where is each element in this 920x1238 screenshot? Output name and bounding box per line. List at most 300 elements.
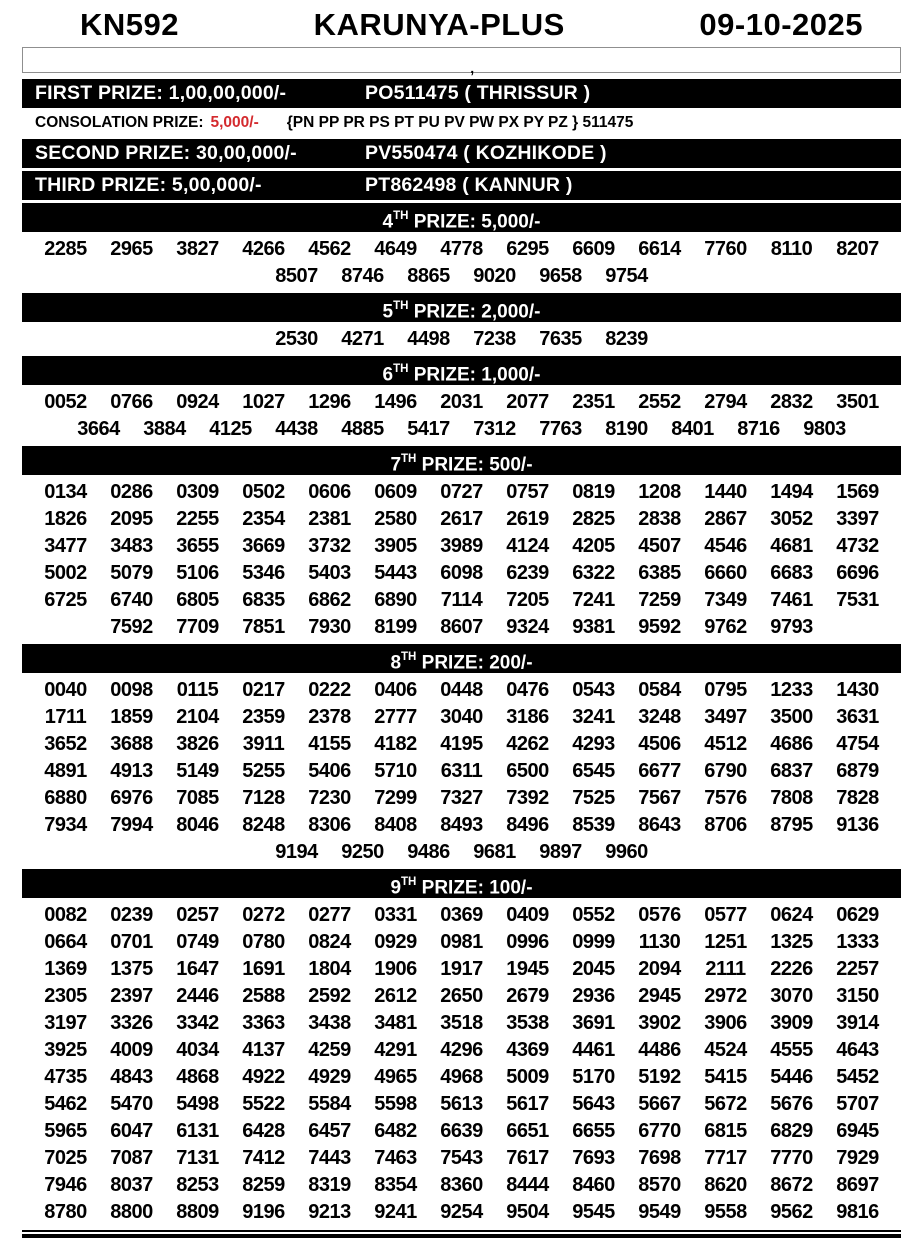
prize-number: 7205 [506,589,549,611]
prize-number: 6835 [242,589,285,611]
prize-number: 8253 [176,1174,219,1196]
prize-number: 2794 [704,391,747,413]
prize-number: 5170 [572,1066,615,1088]
prize-number: 8401 [671,418,714,440]
prize-number: 2945 [638,985,681,1007]
prize-number-row [22,677,901,704]
prize-number: 4137 [242,1039,285,1061]
prize-number: 4843 [110,1066,153,1088]
prize-number: 0924 [176,391,219,413]
prize-number: 7087 [110,1147,153,1169]
prize-number: 2111 [705,958,746,980]
prize-number: 9254 [440,1201,483,1223]
prize-number: 3326 [110,1012,153,1034]
prize-number: 9194 [275,841,318,863]
prize-number: 0082 [44,904,87,926]
prize-number: 0996 [506,931,549,953]
prize-number: 8507 [275,265,318,287]
prize-number: 7241 [572,589,615,611]
prize-section-header [22,356,901,385]
prize-section-8th [22,644,901,869]
prize-number: 9681 [473,841,516,863]
prize-number: 0999 [572,931,615,953]
prize-number: 7994 [110,814,153,836]
prize-numbers [22,675,901,869]
prize-number: 5192 [638,1066,681,1088]
prize-number: 2045 [572,958,615,980]
prize-number: 2094 [638,958,681,980]
prize-number: 6500 [506,760,549,782]
prize-number: 5965 [44,1120,87,1142]
prize-number: 3538 [506,1012,549,1034]
prize-number-row [22,1037,901,1064]
prize-number: 0331 [374,904,417,926]
prize-number-row [22,1145,901,1172]
prize-number: 0624 [770,904,813,926]
prize-number: 3688 [110,733,153,755]
prize-numbers [22,477,901,644]
consolation-amount: 5,000/- [210,114,259,131]
prize-number: 6879 [836,760,879,782]
empty-strip [22,47,901,76]
draw-date: 09-10-2025 [699,7,863,42]
prize-number: 7128 [242,787,285,809]
prize-number: 1369 [44,958,87,980]
prize-number: 7929 [836,1147,879,1169]
prize-number: 5462 [44,1093,87,1115]
prize-number: 4124 [506,535,549,557]
prize-number: 3884 [143,418,186,440]
prize-section-header [22,293,901,322]
prize-number-row [22,587,901,614]
prize-number: 8809 [176,1201,219,1223]
prize-number: 7934 [44,814,87,836]
prize-section-6th [22,356,901,446]
prize-number: 6945 [836,1120,879,1142]
prize-number: 1027 [242,391,285,413]
prize-number: 2588 [242,985,285,1007]
prize-number: 0552 [572,904,615,926]
prize-number-row [22,326,901,353]
prize-number-row [22,1064,901,1091]
prize-number: 9549 [638,1201,681,1223]
prize-number: 0448 [440,679,483,701]
prize-number: 7567 [638,787,681,809]
prize-number: 7693 [572,1147,615,1169]
prize-number: 2936 [572,985,615,1007]
prize-number: 3827 [176,238,219,260]
prize-number: 6131 [176,1120,219,1142]
prize-number: 0727 [440,481,483,503]
prize-section-9th [22,869,901,1229]
prize-number: 0749 [176,931,219,953]
prize-number: 6829 [770,1120,813,1142]
prize-number: 0577 [704,904,747,926]
consolation-series: {PN PP PR PS PT PU PV PW PX PY PZ } 511475 [286,114,634,131]
prize-number: 8190 [605,418,648,440]
prize-number: 7930 [308,616,351,638]
prize-number: 5498 [176,1093,219,1115]
prize-number-row [22,479,901,506]
prize-section-header [22,644,901,673]
prize-number: 3902 [638,1012,681,1034]
prize-number: 0052 [44,391,87,413]
prize-number: 5149 [176,760,219,782]
prize-number-row [22,263,901,290]
prize-number-row [22,812,901,839]
prize-number: 3652 [44,733,87,755]
prize-number: 8259 [242,1174,285,1196]
prize-number: 1569 [836,481,879,503]
prize-number: 4735 [44,1066,87,1088]
prize-number-row [22,839,901,866]
prize-number: 9136 [836,814,879,836]
prize-number: 0309 [176,481,219,503]
first-prize-bar [22,79,901,108]
prize-number: 4034 [176,1039,219,1061]
prize-number: 6683 [770,562,813,584]
prize-number: 4369 [506,1039,549,1061]
prize-number: 7463 [374,1147,417,1169]
prize-number: 5470 [110,1093,153,1115]
prize-number: 6890 [374,589,417,611]
bottom-rule [22,1230,901,1238]
prize-ordinal-suffix: TH [401,651,417,663]
prize-number: 5406 [308,760,351,782]
prize-number: 4195 [440,733,483,755]
prize-number: 8046 [176,814,219,836]
prize-number: 2031 [440,391,483,413]
prize-number: 8672 [770,1174,813,1196]
prize-number: 1333 [836,931,879,953]
prize-number: 3669 [242,535,285,557]
prize-number: 0609 [374,481,417,503]
prize-number: 7946 [44,1174,87,1196]
prize-number: 2612 [374,985,417,1007]
prize-number-row [22,533,901,560]
consolation-row [22,111,901,135]
prize-number: 2619 [506,508,549,530]
prize-number: 8570 [638,1174,681,1196]
prize-number: 4643 [836,1039,879,1061]
prize-number: 7635 [539,328,582,350]
prize-number: 4507 [638,535,681,557]
prize-ordinal-suffix: TH [401,876,417,888]
prize-number: 3186 [506,706,549,728]
prize-number: 4486 [638,1039,681,1061]
prize-number: 9816 [836,1201,879,1223]
prize-number: 5106 [176,562,219,584]
prize-number: 0766 [110,391,153,413]
prize-number: 2397 [110,985,153,1007]
prize-number: 0543 [572,679,615,701]
prize-number: 8444 [506,1174,549,1196]
prize-number: 6740 [110,589,153,611]
prize-number: 9545 [572,1201,615,1223]
prize-number: 4506 [638,733,681,755]
prize-number: 7698 [638,1147,681,1169]
prize-number: 2359 [242,706,285,728]
prize-ordinal-suffix: TH [401,453,417,465]
prize-number: 0406 [374,679,417,701]
prize-number: 9381 [572,616,615,638]
prize-number: 6614 [638,238,681,260]
prize-number: 4498 [407,328,450,350]
prize-number-row [22,704,901,731]
prize-number: 5443 [374,562,417,584]
sheet-header [22,0,901,44]
prize-number: 7312 [473,418,516,440]
prize-number: 2867 [704,508,747,530]
prize-number: 5710 [374,760,417,782]
prize-number: 6545 [572,760,615,782]
prize-number: 4009 [110,1039,153,1061]
prize-number: 7259 [638,589,681,611]
prize-number: 7525 [572,787,615,809]
prize-number: 6311 [440,760,483,782]
prize-number: 2446 [176,985,219,1007]
prize-number: 4929 [308,1066,351,1088]
prize-number: 2255 [176,508,219,530]
prize-number: 1711 [44,706,87,728]
prize-section-7th [22,446,901,644]
prize-number: 2305 [44,985,87,1007]
prize-number: 4965 [374,1066,417,1088]
prize-number: 2965 [110,238,153,260]
prize-number-row [22,902,901,929]
prize-number: 4266 [242,238,285,260]
prize-number: 9592 [638,616,681,638]
prize-number: 0222 [308,679,351,701]
second-prize-label: SECOND PRIZE: 30,00,000/- [35,142,297,164]
prize-number: 3501 [836,391,879,413]
prize-number: 7808 [770,787,813,809]
prize-number: 6482 [374,1120,417,1142]
prize-number: 0409 [506,904,549,926]
prize-number: 8539 [572,814,615,836]
prize-number: 3911 [242,733,285,755]
prize-number: 3150 [836,985,879,1007]
prize-number: 3477 [44,535,87,557]
prize-number: 8408 [374,814,417,836]
prize-number: 4681 [770,535,813,557]
prize-number: 3197 [44,1012,87,1034]
prize-number: 5598 [374,1093,417,1115]
prize-number: 3826 [176,733,219,755]
prize-number: 7349 [704,589,747,611]
prize-number: 6639 [440,1120,483,1142]
prize-number: 0277 [308,904,351,926]
prize-number: 3040 [440,706,483,728]
prize-number: 5676 [770,1093,813,1115]
prize-number: 8493 [440,814,483,836]
prize-number: 2832 [770,391,813,413]
prize-number: 4649 [374,238,417,260]
prize-number: 0664 [44,931,87,953]
prize-number-row [22,1091,901,1118]
prize-number: 7717 [704,1147,747,1169]
prize-number: 3909 [770,1012,813,1034]
prize-number: 8716 [737,418,780,440]
prize-number: 4868 [176,1066,219,1088]
prize-number: 0701 [110,931,153,953]
prize-number: 1325 [770,931,813,953]
prize-number: 3500 [770,706,813,728]
prize-number: 6725 [44,589,87,611]
prize-number: 2378 [308,706,351,728]
prize-number: 2351 [572,391,615,413]
prize-number: 5079 [110,562,153,584]
prize-number: 0757 [506,481,549,503]
prize-number: 8643 [638,814,681,836]
prize-number: 8239 [605,328,648,350]
prize-number: 7114 [440,589,483,611]
prize-number: 2354 [242,508,285,530]
prize-number: 9504 [506,1201,549,1223]
prize-ordinal: 8 [390,652,402,674]
prize-number: 8306 [308,814,351,836]
prize-ordinal: 4 [382,211,394,233]
prize-number: 1494 [770,481,813,503]
prize-ordinal: 7 [390,454,402,476]
prize-number: 3342 [176,1012,219,1034]
prize-number: 2592 [308,985,351,1007]
prize-sections [22,203,901,1229]
prize-number-row [22,389,901,416]
prize-number: 8354 [374,1174,417,1196]
prize-ordinal: 9 [390,877,402,899]
prize-number: 0584 [638,679,681,701]
prize-number: 4205 [572,535,615,557]
prize-number-row [22,1199,901,1226]
prize-number: 6098 [440,562,483,584]
stray-mark: , [470,60,475,76]
prize-number: 2580 [374,508,417,530]
prize-number: 6322 [572,562,615,584]
prize-number: 9324 [506,616,549,638]
bottom-rule-thick [22,1234,901,1238]
prize-ordinal-suffix: TH [393,300,409,312]
prize-number: 8248 [242,814,285,836]
prize-number: 0134 [44,481,87,503]
prize-number: 7617 [506,1147,549,1169]
prize-number: 1859 [110,706,153,728]
prize-number: 7238 [473,328,516,350]
prize-number: 6805 [176,589,219,611]
prize-number: 0476 [506,679,549,701]
prize-ordinal-suffix: TH [393,363,409,375]
prize-number: 9213 [308,1201,351,1223]
prize-number: 8706 [704,814,747,836]
prize-number: 2077 [506,391,549,413]
prize-number: 7392 [506,787,549,809]
prize-number: 0606 [308,481,351,503]
prize-number: 3732 [308,535,351,557]
prize-number: 5002 [44,562,87,584]
prize-number: 5346 [242,562,285,584]
prize-number: 1375 [110,958,153,980]
prize-number: 3052 [770,508,813,530]
prize-section-title: PRIZE: 200/- [416,652,533,674]
prize-number: 0115 [176,679,219,701]
prize-number: 1945 [506,958,549,980]
prize-number: 8199 [374,616,417,638]
prize-number: 6239 [506,562,549,584]
prize-section-title: PRIZE: 500/- [416,454,533,476]
prize-number: 6815 [704,1120,747,1142]
prize-numbers [22,324,901,356]
prize-number: 4885 [341,418,384,440]
prize-number: 0369 [440,904,483,926]
prize-number: 8865 [407,265,450,287]
prize-number: 0576 [638,904,681,926]
third-prize-label: THIRD PRIZE: 5,00,000/- [35,174,262,196]
prize-number: 9960 [605,841,648,863]
prize-number: 0098 [110,679,153,701]
prize-ordinal-suffix: TH [393,210,409,222]
prize-section-4th [22,203,901,293]
prize-number: 2838 [638,508,681,530]
prize-number: 4293 [572,733,615,755]
prize-number: 4778 [440,238,483,260]
prize-number: 4546 [704,535,747,557]
prize-number-row [22,731,901,758]
prize-number: 3483 [110,535,153,557]
prize-number: 6609 [572,238,615,260]
prize-number: 9558 [704,1201,747,1223]
prize-number: 3906 [704,1012,747,1034]
prize-number: 8800 [110,1201,153,1223]
prize-number: 6880 [44,787,87,809]
prize-number: 3691 [572,1012,615,1034]
prize-ordinal: 5 [382,301,394,323]
prize-number: 8620 [704,1174,747,1196]
prize-number: 5255 [242,760,285,782]
prize-number: 0981 [440,931,483,953]
prize-number: 3248 [638,706,681,728]
prize-numbers [22,234,901,293]
prize-number: 9250 [341,841,384,863]
prize-number: 1917 [440,958,483,980]
prize-number: 8607 [440,616,483,638]
prize-number: 3655 [176,535,219,557]
prize-number: 1647 [176,958,219,980]
prize-number: 6677 [638,760,681,782]
prize-number: 4155 [308,733,351,755]
prize-number: 4262 [506,733,549,755]
prize-section-title: PRIZE: 5,000/- [408,211,541,233]
prize-number: 5522 [242,1093,285,1115]
prize-number: 3905 [374,535,417,557]
prize-number: 8795 [770,814,813,836]
prize-number: 4754 [836,733,879,755]
prize-number: 0780 [242,931,285,953]
prize-numbers [22,387,901,446]
prize-number: 5584 [308,1093,351,1115]
prize-number: 5643 [572,1093,615,1115]
prize-number: 7412 [242,1147,285,1169]
prize-number-row [22,785,901,812]
prize-number: 3989 [440,535,483,557]
prize-number: 5417 [407,418,450,440]
prize-number: 6295 [506,238,549,260]
prize-number: 2226 [770,958,813,980]
prize-number: 2825 [572,508,615,530]
prize-number: 8697 [836,1174,879,1196]
prize-number: 7763 [539,418,582,440]
prize-number: 8110 [770,238,813,260]
prize-number: 4686 [770,733,813,755]
